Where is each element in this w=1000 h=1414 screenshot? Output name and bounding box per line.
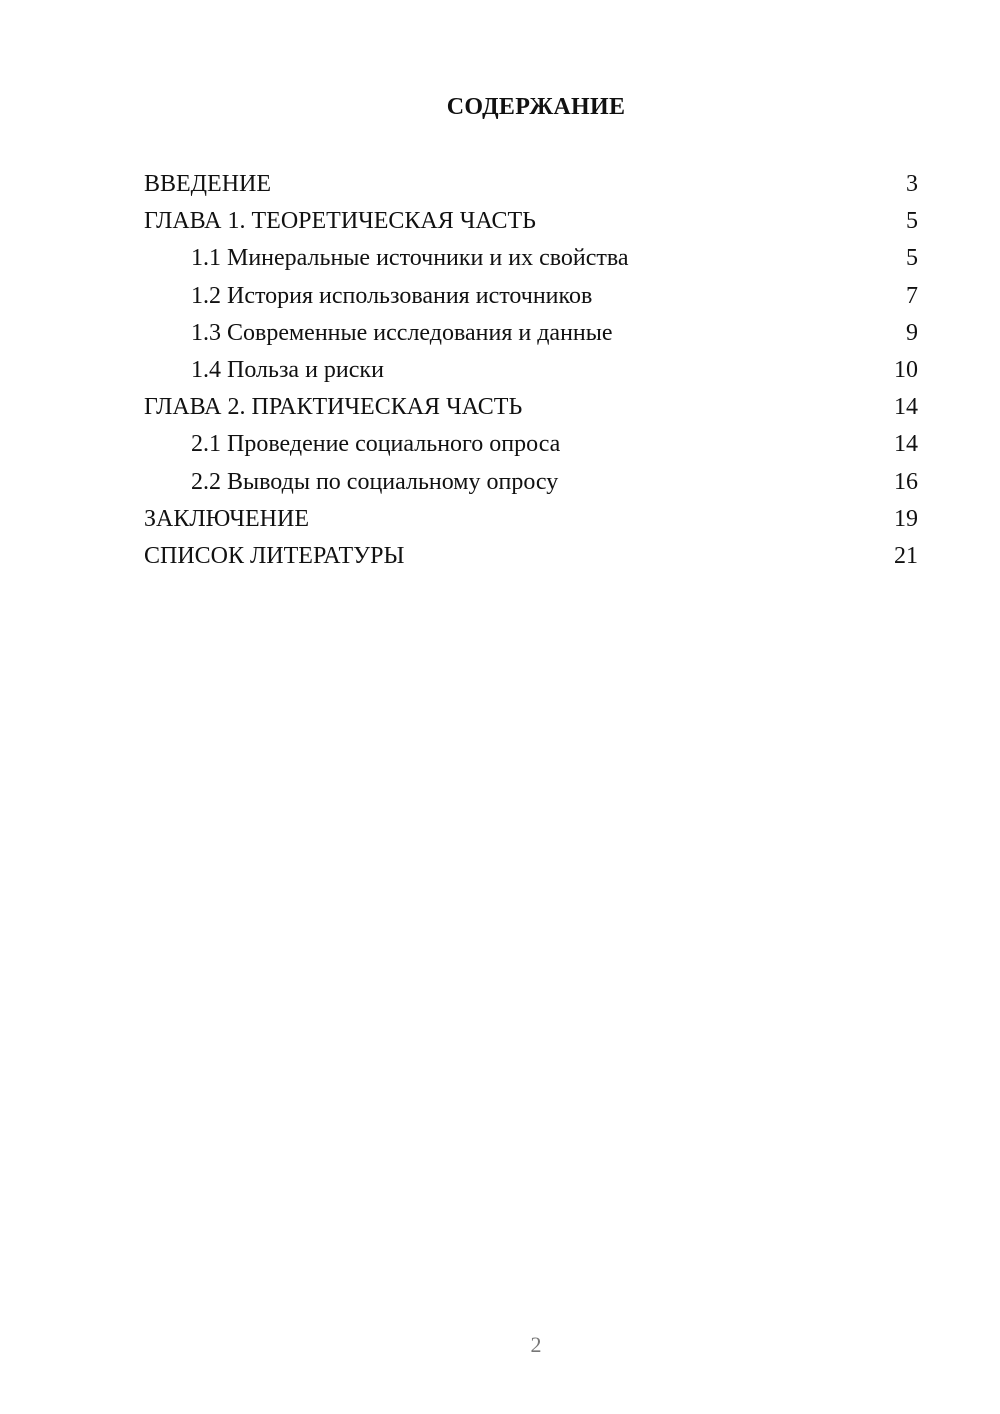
toc-item-label: СПИСОК ЛИТЕРАТУРЫ <box>144 542 405 569</box>
toc-item-page: 7 <box>906 282 918 309</box>
toc-item-page: 10 <box>894 356 918 383</box>
toc-item-section-2-2[interactable] <box>144 464 918 501</box>
toc-item-page: 5 <box>906 245 918 272</box>
toc-item-page: 9 <box>906 319 918 346</box>
toc-item-chapter-2[interactable] <box>144 389 918 426</box>
toc-item-label: ВВЕДЕНИЕ <box>144 171 272 197</box>
toc-item-page: 14 <box>894 431 918 458</box>
toc-item-label: 2.2 Выводы по социальному опросу <box>191 468 559 495</box>
toc-item-section-1-1[interactable] <box>144 240 918 277</box>
toc-item-conclusion[interactable] <box>144 501 918 538</box>
toc-item-label: 1.1 Минеральные источники и их свойства <box>191 245 629 272</box>
toc-item-label: 2.1 Проведение социального опроса <box>191 431 561 458</box>
toc-item-label: ГЛАВА 1. ТЕОРЕТИЧЕСКАЯ ЧАСТЬ <box>144 208 536 235</box>
toc-item-label: 1.4 Польза и риски <box>191 356 384 383</box>
toc-item-label: 1.3 Современные исследования и данные <box>191 319 613 346</box>
toc-item-introduction[interactable] <box>144 166 918 203</box>
toc-item-label: ГЛАВА 2. ПРАКТИЧЕСКАЯ ЧАСТЬ <box>144 394 523 421</box>
toc-item-references[interactable] <box>144 538 918 575</box>
toc-item-page: 14 <box>894 394 918 421</box>
page-number: 2 <box>530 1332 542 1357</box>
page-title: СОДЕРЖАНИЕ <box>446 94 626 120</box>
toc-item-page: 19 <box>894 505 918 532</box>
toc-item-page: 16 <box>894 468 918 495</box>
toc-item-page: 5 <box>906 208 918 235</box>
toc-item-section-2-1[interactable] <box>144 426 918 463</box>
toc-item-label: 1.2 История использования источников <box>191 282 593 309</box>
toc-item-section-1-3[interactable] <box>144 315 918 352</box>
toc-item-page: 21 <box>894 542 918 569</box>
toc-item-page: 3 <box>906 171 918 197</box>
toc-item-section-1-2[interactable] <box>144 278 918 315</box>
toc-item-label: ЗАКЛЮЧЕНИЕ <box>144 505 309 532</box>
toc-item-section-1-4[interactable] <box>144 352 918 389</box>
table-of-contents <box>144 166 918 575</box>
toc-item-chapter-1[interactable] <box>144 203 918 240</box>
